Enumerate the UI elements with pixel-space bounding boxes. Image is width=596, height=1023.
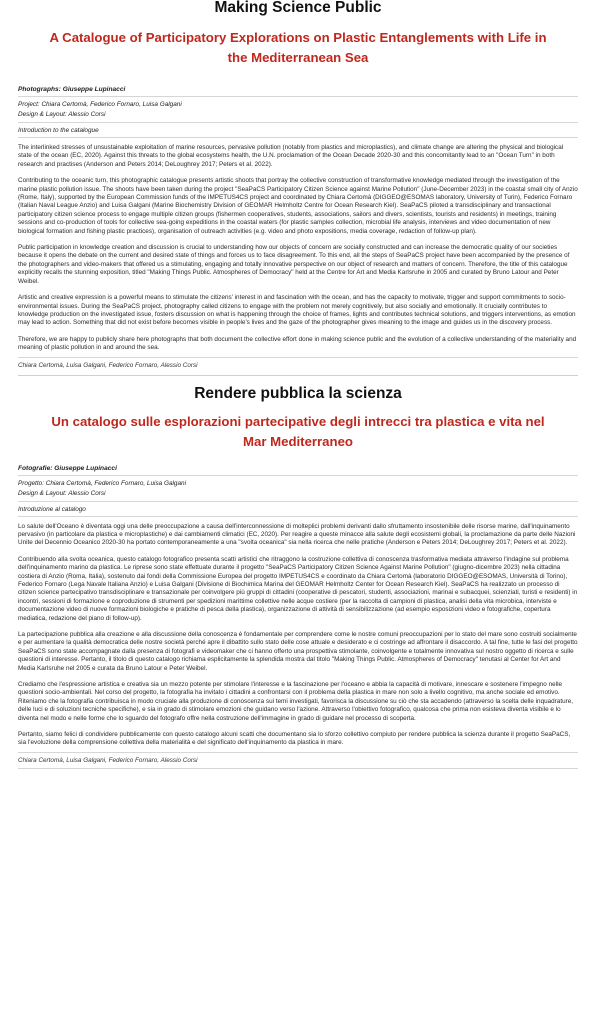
design-credit: Design & Layout: Alessio Corsi	[18, 489, 106, 497]
design-credit: Design & Layout: Alessio Corsi	[18, 111, 106, 118]
signature: Chiara Certomà, Luisa Galgani, Federico Fornaro, Alessio Corsi	[18, 756, 198, 764]
intro-label: Introduzione al catalogo	[18, 505, 86, 513]
section-separator	[18, 375, 578, 376]
divider	[18, 768, 578, 769]
divider	[18, 475, 578, 476]
divider	[18, 516, 578, 517]
intro-label: Introduction to the catalogue	[18, 127, 99, 134]
photographs-credit: Fotografie: Giuseppe Lupinacci	[18, 464, 117, 472]
paragraph: The interlinked stresses of unsustainable exploitation of marine resources, pervasive pollution (notably from plastics and microplastics), and climate change are altering the physical and biological state of the ocean (EC, 2020). Against this threats to the global ecosystems health, the U.N. proclamation of the Ocean Decade 2020-30 and this concomitantly lead to an "Ocean Turn" in both research and practises (Anderson and Peters 2014; DeLoughrey 2017; Peters et al. 2022).	[18, 144, 564, 168]
paragraph: Therefore, we are happy to publicly share here photographs that both document the collective effort done in making science public and the evolution of a collective understanding of the materiality and meaning of plastic pollution in and around the sea.	[18, 335, 577, 352]
divider	[18, 122, 578, 123]
paragraph: Lo salute dell'Oceano è diventata oggi una delle preoccupazione a causa dell'interconnessione di molteplici problemi derivanti dallo sfruttamento insostenibile delle risorse marine, dall'inquinamento pervasivo (in particolare da plastica e microplastiche) e dai cambiamenti climatici (EC, 2020). Per reagire a queste minacce alla salute degli ecosistemi globali, la proclamazione da parte delle Nazioni Unite del Decennio Oceanico 2020-30 ha portato contemporaneamente a una "svolta oceanica" sia nella ricerca che nelle pratiche (Anderson e Peters 2014; DeLoughrey 2017; Peters et al. 2022).	[18, 522, 576, 547]
divider	[18, 137, 578, 138]
paragraph: La partecipazione pubblica alla creazione e alla discussione della conoscenza è fondamentale per comprendere come le nostre comuni preoccupazioni per lo stato del mare sono costruiti socialmente e per aumentare la qualità democratica delle nostre società perché apre il dibattito sullo stato delle cose attuale e desiderato e ci costringe ad affrontare il disaccordo. A tal fine, tutte le fasi del progetto SeaPaCS sono state accompagnate dalla presenza di fotografi e videomaker che ci hanno offerto una prospettiva stimolante, coinvolgente e totalmente innovativa sul nostro oggetto di ricerca e sulle questioni di interesse. Pertanto, il titolo di questo catalogo richiama esplicitamente la splendida mostra dal titolo "Making Things Public. Atmospheres of Democracy" tenutasi al Center for Art and Media Karlsruhe nel 2005 e curata da Bruno Latour e Peter Weibel.	[18, 631, 578, 672]
signature: Chiara Certomà, Luisa Galgani, Federico Fornaro, Alessio Corsi	[18, 361, 198, 369]
project-credit: Progetto: Chiara Certomà, Federico Fornaro, Luisa Galgani	[18, 479, 187, 487]
paragraph: Artistic and creative expression is a powerful means to stimulate the citizens' interest in and fascination with the ocean, and has the capacity to motivate, trigger and support commitments to socio-environmental issues. During the SeaPaCS project, photography called citizens to engage with the problem not merely cognitively, but also socially and emotionally. It crucially contributes to knowledge production on the investigated issue, fosters discussion on what is happening through the choice of frames, lights and contributes technical solutions, and triggers interventions, as emotion may lead to action. Something that did not exist before becomes visible in people's lives and the gaze of the photographer gives meaning to the image and guides us in the discovery process.	[18, 294, 576, 327]
paragraph: Contribuendo alla svolta oceanica, questo catalogo fotografico presenta scatti artistici che ritraggono la costruzione collettiva di conoscenza trasformativa mediata attraverso l'indagine sul problema dell'inquinamento marino da plastica. Le riprese sono state effettuate durante il progetto "SeaPaCS Participatory Citizen Science Against Marine Pollution" (giugno-dicembre 2023) nella cittadina costiera di Anzio (Roma, Italia), sostenuto dai fondi della Commissione Europea del progetto IMPETUS4CS e coordinato da Chiara Certomà (laboratorio DIGGEO@ESOMAS, Università di Torino), Federico Fornaro (Lega Navale Italiana Anzio) e Luisa Galgani (Divisione di Biochimica Marina del GEOMAR Helmholtz Center for Ocean Research Kiel). SeaPaCS ha realizzato un processo di citizen science partecipativo transdisciplinare e transazionale per coinvolgere più gruppi di cittadini (cooperative di pescatori, studenti, associazioni, marinai e subacquei, scienziati, turisti e residenti) in incontri, sessioni di formazione e coproduzione di strumenti per spedizioni marittime collettive nelle acque costiere (per la raccolta di campioni di plastica, analisi della vita microbica, interviste e documentazione video di nuove formazioni biologiche e pratiche di pesca della plastica), organizzazione di attività di sensibilizzazione (ad esempio esposizioni video e fotografiche, copertura mediatica, redazione del piano di follow-up).	[18, 555, 578, 622]
divider	[18, 357, 578, 358]
italian-section	[0, 386, 596, 769]
divider	[18, 501, 578, 502]
paragraph: Public participation in knowledge creation and discussion is crucial to understanding how our objects of concern are socially constructed and can increase the democratic quality of our societies because it opens the debate on the current and desired state of things and forces us to face disagreement. To this end, all the steps of SeaPaCS project have been accompanied by the presence of the photographers and video-makers that offered us a stimulating, engaging and totally innovative perspective on our object of research and matters of concern. Therefore, the title of this catalogue explicitly recalls the stunning exposition, titled "Making Things Public. Atmospheres of Democracy" held at the Centre for Art and Media Karlsruhe in 2005 and curated by Bruno Latour and Peter Weibel.	[18, 244, 570, 285]
page-subtitle: A Catalogue of Participatory Explorations on Plastic Entanglements with Life in the Mediterranean Sea	[49, 30, 547, 65]
paragraph: Pertanto, siamo felici di condividere pubblicamente con questo catalogo alcuni scatti che documentano sia lo sforzo collettivo compiuto per rendere pubblica la scienza durante il progetto SeaPaCS, sia l'evoluzione della comprensione collettiva della materialità e del significato dell'inquinamento da plastica in mare.	[18, 731, 571, 747]
photographs-credit: Photographs: Giuseppe Lupinacci	[18, 86, 126, 93]
project-credit: Project: Chiara Certomà, Federico Fornaro, Luisa Galgani	[18, 101, 182, 108]
divider	[18, 752, 578, 753]
page-subtitle-italian: Un catalogo sulle esplorazioni partecipative degli intrecci tra plastica e vita nel Mar Mediterraneo	[51, 413, 545, 449]
english-section	[0, 0, 596, 371]
paragraph: Crediamo che l'espressione artistica e creativa sia un mezzo potente per stimolare l'interesse e la fascinazione per l'oceano e abbia la capacità di motivare, innescare e sostenere l'impegno nelle questioni socio-ambientali. Nel corso del progetto, la fotografia ha invitato i cittadini a confrontarsi con il problema della plastica in mare non solo a livello cognitivo, ma anche sociale ed emotivo. Riteniamo che la fotografia contribuisca in modo cruciale alla produzione di conoscenza sui temi investigati, favorisca la discussione su ciò che sta accadendo (attraverso la scelta delle inquadrature, delle luci e di soluzioni tecniche specifiche), e sia in grado di stimolare emozioni che guidano verso l'azione. Attraverso l'obiettivo fotografico, qualcosa che prima non esisteva diventa visibile e lo diventa nel modo e nelle forme che lo sguardo del fotografo offre nella costruzione dell'immagine in grado di guidare nel processo di scoperta.	[18, 681, 574, 722]
page-title: Making Science Public	[214, 0, 382, 16]
divider	[18, 96, 578, 97]
page-title-italian: Rendere pubblica la scienza	[194, 384, 402, 402]
paragraph: Contributing to the oceanic turn, this photographic catalogue presents artistic shoots that portray the collective construction of transformative knowledge mediated through the investigation of the marine plastic pollution issue. The shoots have been taken during the project "SeaPaCS Participatory Citizen Science against Marine Pollution" (June-December 2023) in the coastal small city of Anzio (Rome, Italy), supported by the European Commission funds of the IMPETUS4CS project and coordinated by Chiara Certomà (DIGGEO@ESOMAS laboratory, University of Turin), Federico Fornaro (Italian Naval League Anzio) and Luisa Galgani (Marine Biochemistry Division of GEOMAR Helmholtz Centre for Ocean Research Kiel). SeaPaCS piloted a transdisciplinary and transactional participatory citizen science process to engage multiple citizen groups (fishermen cooperatives, students, associations, sailors and divers, scientists, tourists and residents) in meetings, training sessions and co-production of tools for collective sea-going expeditions in the coastal waters (for plastic samples collection, microbial life analysis, interviews and video documentation of new biological formation and fishing plastic practices), organisation of outreach activities (e.g. video and photo expositions, media coverage, redaction of follow-up plan).	[18, 177, 578, 235]
